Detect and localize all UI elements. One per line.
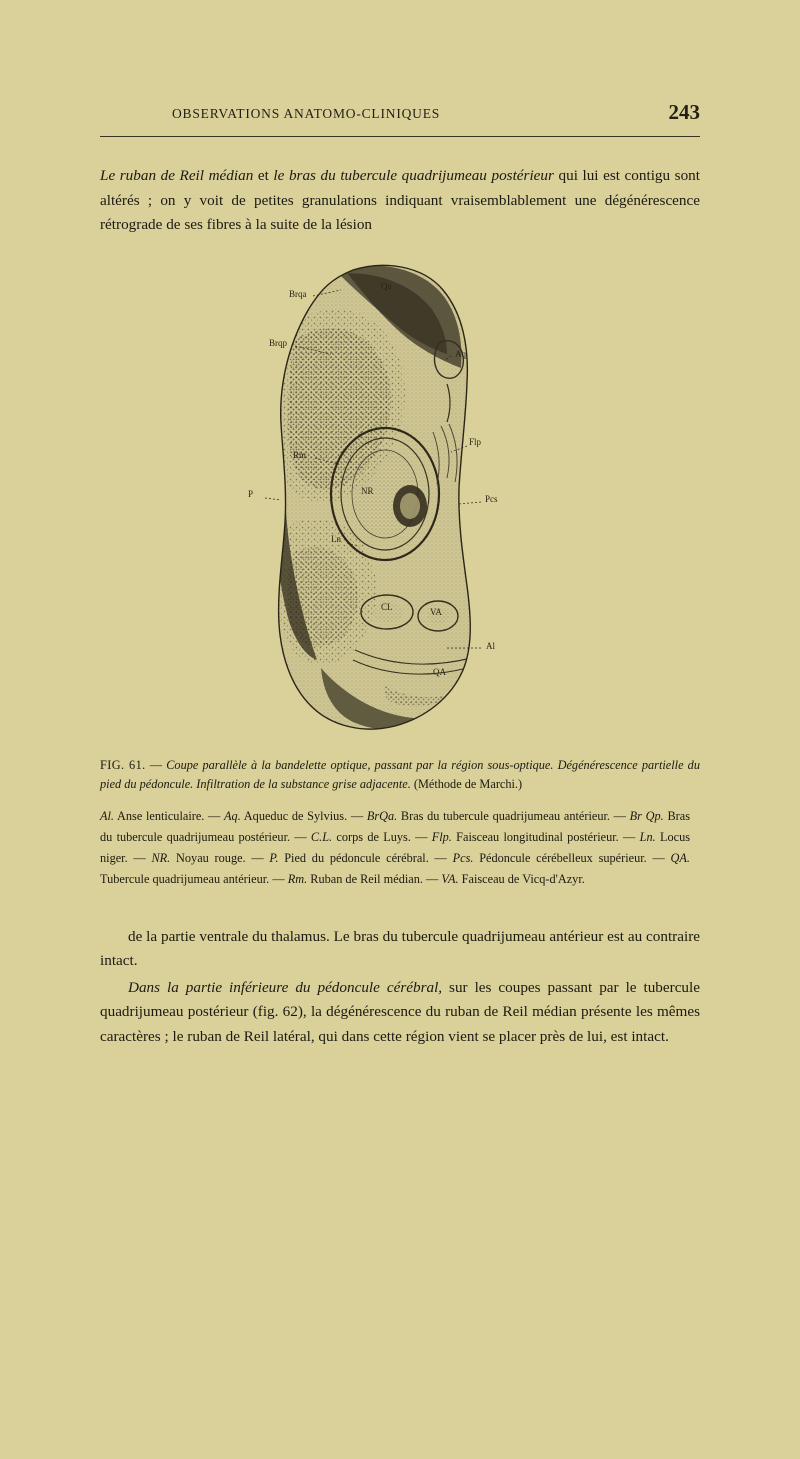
label-Rm: Rm [293,449,307,460]
legend-text-aq: Aqueduc de Sylvius. — [240,808,367,823]
label-Aq: Aq [455,348,466,359]
section-body [235,256,565,746]
label-CL: CL [381,601,393,612]
figure-caption [70,756,730,794]
legend-abbr-cl: C.L. [310,830,333,845]
legend-abbr-brqa: BrQa. [366,808,398,823]
legend-abbr-p: P. [269,851,279,866]
label-Qa: Qa [381,280,392,291]
running-head [70,100,730,140]
legend-text-ln: Locus niger. — [100,830,691,866]
paragraph-rest: sur les coupes passant par le tubercule quadrijumeau postérieur (fig. 62), la dégénérescence du ruban de Reil médian présente les mêmes caractères ; le ruban de Reil latéral, qui dans cette région vient se placer près de lui, est intact. [100,978,700,1046]
label-Brqp: Brqp [269,337,287,348]
legend-abbr-nr: NR. [151,851,171,866]
legend-abbr-flp: Flp. [431,830,452,845]
legend-text-p: Pied du pédoncule cérébral. — [278,851,453,866]
legend-text-rm: Ruban de Reil médian. — [307,872,442,887]
running-head-title: OBSERVATIONS ANATOMO-CLINIQUES [172,106,441,121]
figure-legend [70,806,730,891]
legend-abbr-pcs: Pcs. [452,851,474,866]
label-Flp: Flp [469,436,482,447]
legend-text-va: Faisceau de Vicq-d'Azyr. [458,872,585,887]
legend-text-pcs: Pédoncule cérébelleux supérieur. — [473,851,671,866]
legend-abbr-aq: Aq. [224,808,241,823]
label-Brqa: Brqa [289,288,307,299]
label-NR: NR [361,485,374,496]
label-Ln: Ln [331,533,341,544]
caption-title: Coupe parallèle à la bandelette optique, passant par la région sous-optique. Dégénérescence partielle du pied du pédoncule. Infiltration de la substance grise adjacente. [100,757,700,791]
legend-abbr-rm: Rm. [287,872,308,887]
legend-abbr-va: VA. [441,872,459,887]
legend-abbr-ln: Ln. [639,830,656,845]
caption-method: (Méthode de Marchi.) [413,776,523,791]
legend-text-brqp: Bras du tubercule quadrijumeau postérieur. — [100,808,690,845]
document-page [0,100,800,1459]
paragraph-lower-peduncle [100,976,700,1050]
lead-paragraph [70,164,730,238]
label-P: P [248,488,254,499]
lead-text-part3: le bras du tubercule quadrijumeau postérieur [273,167,554,184]
figure-block [70,256,730,746]
lead-text-part4: qui lui est contigu sont altérés ; on y voit de petites granulations indiquant vraisemblablement une dégénérescence rétrograde de ses fibres à la suite de la lésion [100,167,700,234]
legend-text-qa: Tubercule quadrijumeau antérieur. — [100,872,288,887]
label-VA: VA [430,606,442,617]
anatomical-plate [235,256,565,746]
label-QA: QA [433,666,446,677]
brain-section-illustration [235,256,565,746]
lead-text-part1: Le ruban de Reil médian [100,167,254,184]
paragraph-continuation: de la partie ventrale du thalamus. Le bras du tubercule quadrijumeau antérieur est au contraire intact. [100,927,700,970]
legend-abbr-brqp: Br Qp. [629,808,664,823]
legend-abbr-qa: QA. [670,851,690,866]
legend-abbr-al: Al. [100,808,115,823]
legend-text-al: Anse lenticulaire. — [114,808,225,823]
legend-text-brqa: Bras du tubercule quadrijumeau antérieur. — [397,808,630,823]
page-number: 243 [668,100,700,124]
label-Al: Al [486,640,495,651]
body-text [70,925,730,1050]
caption-dash: — [149,757,163,772]
paragraph-lead-italic: Dans la partie inférieure du pédoncule cérébral, [128,978,443,996]
lead-text-part2: et [253,167,274,184]
legend-text-cl: corps de Luys. — [332,830,432,845]
legend-text-nr: Noyau rouge. — [170,851,270,866]
legend-text-flp: Faisceau longitudinal postérieur. — [451,830,640,845]
label-Pcs: Pcs [485,493,498,504]
header-rule [100,136,700,137]
figure-number: FIG. 61. [100,757,146,772]
